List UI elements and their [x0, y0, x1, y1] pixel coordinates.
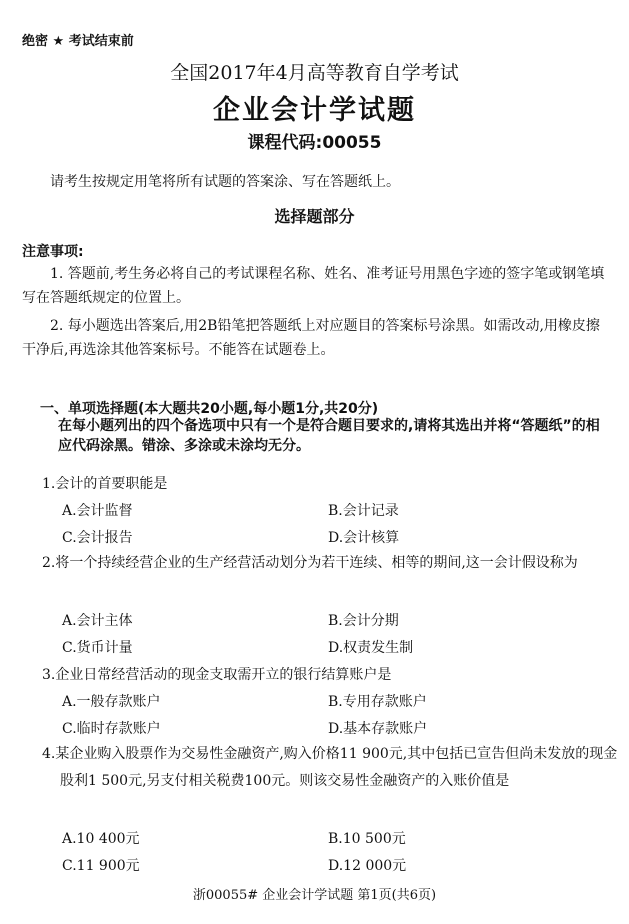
question-option: B.专用存款账户 [328, 694, 427, 710]
note-item: 1. 答题前,考生务必将自己的考试课程名称、姓名、准考证号用黑色字迹的签字笔或钢笔填写在答题纸规定的位置上。 [22, 266, 605, 306]
section-title: 一、单项选择题(本大题共20小题,每小题1分,共20分) [40, 401, 379, 417]
question-option: B.10 500元 [328, 831, 406, 847]
subject-title: 企业会计学试题 [213, 95, 416, 126]
question-option: C.11 900元 [62, 858, 140, 874]
course-code: 课程代码:00055 [247, 133, 382, 153]
question-option: B.会计记录 [328, 503, 399, 519]
question-option: B.会计分期 [328, 613, 399, 629]
part-title: 选择题部分 [274, 207, 355, 226]
question-stem: 2.将一个持续经营企业的生产经营活动划分为若干连续、相等的期间,这一会计假设称为 [42, 555, 578, 571]
notes-heading: 注意事项: [22, 244, 84, 260]
note-item: 2. 每小题选出答案后,用2B铅笔把答题纸上对应题目的答案标号涂黑。如需改动,用橡皮擦干净后,再选涂其他答案标号。不能答在试题卷上。 [22, 318, 600, 358]
question-stem: 4.某企业购入股票作为交易性金融资产,购入价格11 900元,其中包括已宣告但尚未发放的现金股利1 500元,另支付相关税费100元。则该交易性金融资产的入账价值是 [42, 746, 618, 789]
question-option: A.10 400元 [62, 831, 140, 847]
question-option: C.临时存款账户 [62, 721, 161, 737]
question-option: A.会计主体 [62, 613, 133, 629]
question-option: D.权责发生制 [328, 640, 414, 656]
question-option: D.12 000元 [328, 858, 407, 874]
confidential-mark: 绝密 ★ 考试结束前 [22, 34, 134, 49]
page-footer: 浙00055# 企业会计学试题 第1页(共6页) [192, 888, 437, 903]
answer-instruction: 请考生按规定用笔将所有试题的答案涂、写在答题纸上。 [50, 174, 400, 190]
question-option: D.会计核算 [328, 530, 400, 546]
question-option: C.货币计量 [62, 640, 133, 656]
exam-name: 全国2017年4月高等教育自学考试 [170, 62, 459, 84]
section-instruction: 在每小题列出的四个备选项中只有一个是符合题目要求的,请将其选出并将“答题纸”的相应代码涂黑。错涂、多涂或未涂均无分。 [58, 418, 600, 454]
question-option: D.基本存款账户 [328, 721, 428, 737]
question-option: A.会计监督 [62, 503, 133, 519]
question-stem: 3.企业日常经营活动的现金支取需开立的银行结算账户是 [42, 667, 392, 683]
question-stem: 1.会计的首要职能是 [42, 476, 168, 492]
question-option: C.会计报告 [62, 530, 133, 546]
question-option: A.一般存款账户 [62, 694, 161, 710]
